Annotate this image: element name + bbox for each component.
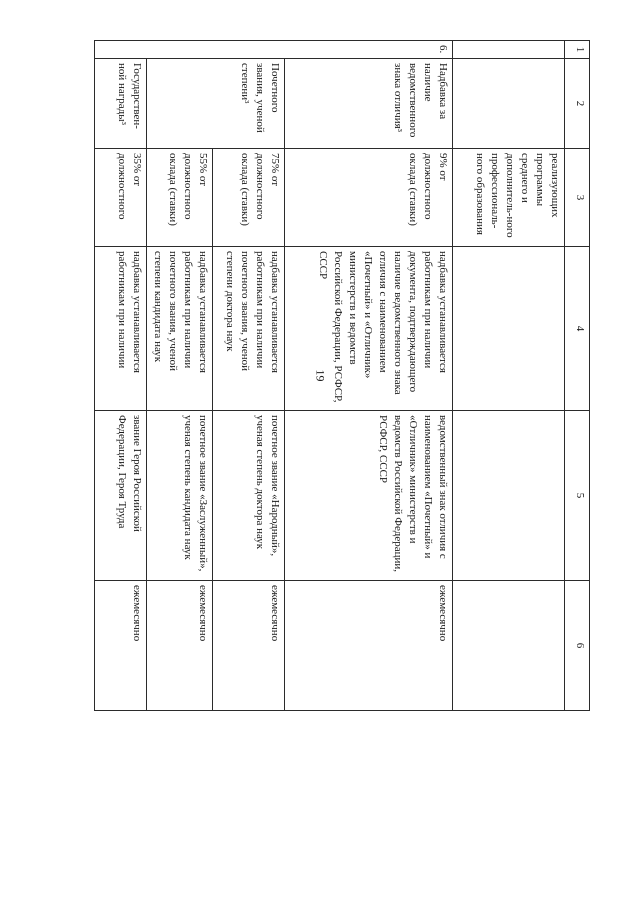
state-award-title: Государствен-ной награды³ [95, 59, 147, 149]
state-award-condition: надбавка устанавливается работникам при наличии [95, 247, 147, 411]
state-award-frequency: ежемесячно [95, 581, 147, 711]
honorary-a-condition: надбавка устанавливается работникам при наличии почетного звания, ученой степени доктора наук [213, 247, 285, 411]
row6-frequency: ежемесячно [285, 581, 453, 711]
honorary-b-frequency: ежемесячно [147, 581, 213, 711]
row6-size: 9% от должностного оклада (ставки) [285, 149, 453, 247]
table-row-honorary-a [213, 41, 285, 711]
page-number: 19 [313, 369, 328, 382]
honorary-a-frequency: ежемесячно [213, 581, 285, 711]
row6-basis: ведомственный знак отличия с наименованием «Почетный» и «Отличник» министерств и ведомств Российской Федерации, РСФСР, СССР [285, 411, 453, 581]
cell-continued-text: реализующих программы среднего и дополнитель-ного профессиональ-ного образования [453, 149, 565, 247]
row6-title: Надбавка за наличие ведомственного знака отличия³ [285, 59, 453, 149]
header-col-2: 2 [565, 59, 590, 149]
payments-table [94, 40, 590, 711]
cell-empty [453, 247, 565, 411]
state-award-basis: звание Героя Российской Федерации, Героя Труда [95, 411, 147, 581]
cell-empty [453, 581, 565, 711]
honorary-a-basis: почетное звание «Народный», ученая степень доктора наук [213, 411, 285, 581]
state-award-size: 35% от должностного [95, 149, 147, 247]
row-number: 6. [95, 41, 453, 59]
cell-empty [453, 59, 565, 149]
table-row-6 [285, 41, 453, 711]
honorary-b-basis: почетное звание «Заслуженный», ученая степень кандидата наук [147, 411, 213, 581]
table-row-continued [453, 41, 565, 711]
header-col-6: 6 [565, 581, 590, 711]
header-col-1: 1 [565, 41, 590, 59]
header-col-3: 3 [565, 149, 590, 247]
header-col-4: 4 [565, 247, 590, 411]
honorary-b-size: 55% от должностного оклада (ставки) [147, 149, 213, 247]
header-col-5: 5 [565, 411, 590, 581]
row6-condition: надбавка устанавливается работникам при наличии документа, подтверждающего наличие ведомственного знака отличия с наименованием «Почетный» и «Отличник» министерств и ведомств Российской Федерации, РСФСР, СССР [285, 247, 453, 411]
cell-empty [453, 411, 565, 581]
honorary-title: Почетного звания, ученой степени³ [147, 59, 285, 149]
honorary-a-size: 75% от должностного оклада (ставки) [213, 149, 285, 247]
header-row [565, 41, 590, 711]
table-row-state-award [95, 41, 147, 711]
rotated-page [96, 40, 590, 710]
honorary-b-condition: надбавка устанавливается работникам при наличии почетного звания, ученой степени кандидата наук [147, 247, 213, 411]
cell-empty [453, 41, 565, 59]
